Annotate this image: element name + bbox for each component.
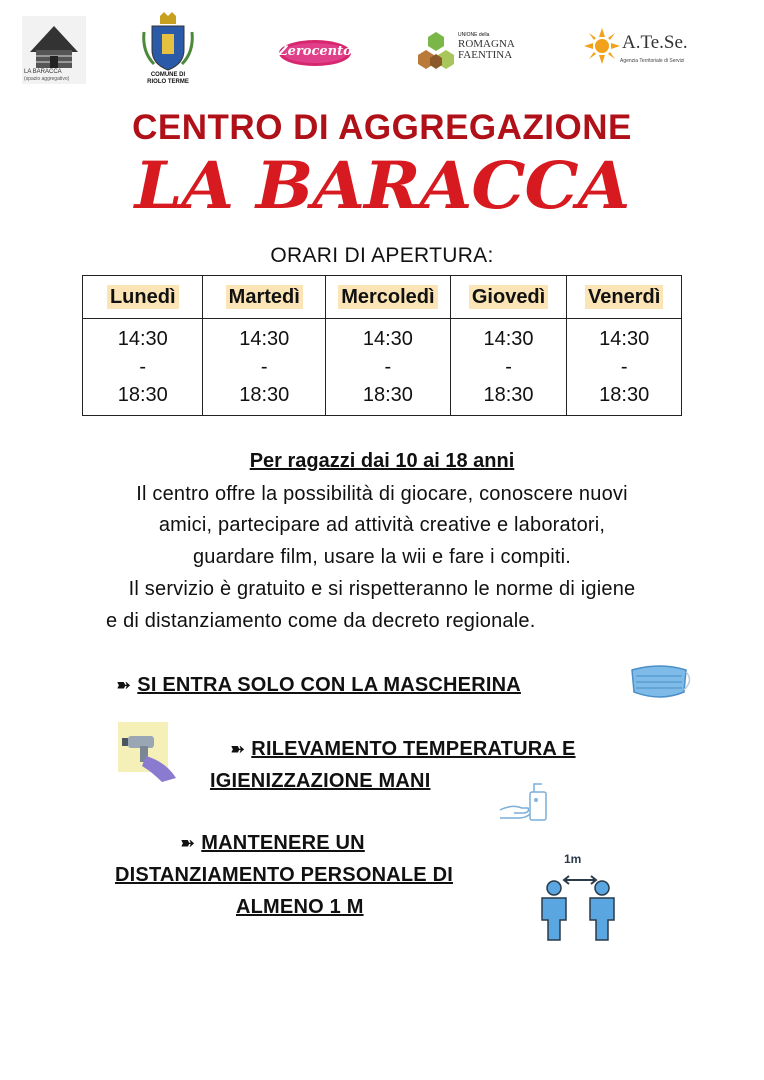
hours-cell [567, 319, 682, 416]
close-time: 18:30 [599, 384, 650, 406]
rule-mask [116, 674, 521, 697]
rule-distance-line2: DISTANZIAMENTO PERSONALE DI [115, 864, 454, 886]
zerocento-text: Zerocento [278, 44, 352, 59]
hexagons-icon [414, 30, 458, 74]
schedule-hours-row [83, 319, 682, 416]
arrow-icon: ➽ [230, 739, 246, 759]
logo-strip [0, 12, 764, 92]
rule-mask-text: SI ENTRA SOLO CON LA MASCHERINA [137, 674, 521, 696]
ates-logo [584, 28, 694, 78]
schedule-table [82, 275, 682, 416]
hours-cell [83, 319, 203, 416]
open-time: 14:30 [362, 328, 413, 350]
hours-cell [203, 319, 326, 416]
arrow-icon: ➽ [116, 675, 132, 695]
hours-heading: ORARI DI APERTURA: [270, 244, 494, 267]
ates-name: A.Te.Se. [622, 32, 688, 53]
day-label: Mercoledì [338, 285, 437, 309]
day-label: Martedì [226, 285, 303, 309]
face-mask-icon [626, 660, 694, 704]
time-separator: - [384, 356, 392, 378]
arrow-icon: ➽ [180, 833, 196, 853]
close-time: 18:30 [117, 384, 168, 406]
time-separator: - [620, 356, 628, 378]
description-line-3: guardare film, usare la wii e fare i compiti. [192, 546, 572, 568]
unione-line1: UNIONE della [458, 32, 490, 38]
social-distance-illustration [534, 852, 626, 944]
day-header-tuesday [203, 276, 326, 319]
two-people-icon [534, 852, 626, 944]
baracca-caption: LA BARACCA [24, 69, 62, 75]
description-line-1: Il centro offre la possibilità di giocare, conoscere nuovi [136, 483, 628, 505]
sun-icon [584, 28, 620, 64]
unione-name [458, 39, 515, 61]
comune-caption-2: RIOLO TERME [147, 79, 189, 85]
close-time: 18:30 [362, 384, 413, 406]
unione-line3: FAENTINA [458, 49, 513, 61]
time-separator: - [139, 356, 147, 378]
unione-line2: ROMAGNA [458, 38, 515, 50]
description-line-5: e di distanziamento come da decreto regionale. [106, 610, 536, 632]
comune-caption [140, 72, 196, 86]
day-label: Venerdì [585, 285, 663, 309]
schedule-header-row [83, 276, 682, 319]
unione-logo [414, 30, 524, 80]
rule-distance-text-1: MANTENERE UN [201, 832, 365, 854]
distance-label: 1m [564, 852, 582, 866]
hours-cell [326, 319, 451, 416]
close-time: 18:30 [239, 384, 290, 406]
page-title: CENTRO DI AGGREGAZIONE [132, 108, 632, 147]
open-time: 14:30 [483, 328, 534, 350]
day-header-wednesday [326, 276, 451, 319]
open-time: 14:30 [239, 328, 290, 350]
day-label: Lunedì [107, 285, 179, 309]
hand-sanitizer-icon [498, 780, 552, 824]
day-label: Giovedì [469, 285, 548, 309]
open-time: 14:30 [599, 328, 650, 350]
thermometer-gun-icon [118, 722, 180, 784]
comune-logo [140, 12, 196, 90]
ates-sub: Agenzia Territoriale di Servizi [620, 58, 685, 64]
rule-distance-line3: ALMENO 1 M [236, 896, 364, 918]
time-separator: - [260, 356, 268, 378]
day-header-monday [83, 276, 203, 319]
la-baracca-logo [22, 16, 86, 84]
rule-distance-line1 [180, 832, 365, 855]
close-time: 18:30 [483, 384, 534, 406]
page-subtitle: LA BARACCA [134, 148, 630, 224]
baracca-sub: (spazio aggregativo) [24, 76, 70, 82]
coat-of-arms-icon [140, 12, 196, 72]
description-line-4: Il servizio è gratuito e si rispetteranno le norme di igiene [128, 578, 636, 600]
rule-temperature-line1 [230, 738, 576, 761]
rule-temperature-text-1: RILEVAMENTO TEMPERATURA E [251, 738, 576, 760]
day-header-thursday [450, 276, 567, 319]
day-header-friday [567, 276, 682, 319]
hours-cell [450, 319, 567, 416]
open-time: 14:30 [117, 328, 168, 350]
description-line-2: amici, partecipare ad attività creative e laboratori, [158, 514, 606, 536]
age-heading: Per ragazzi dai 10 ai 18 anni [249, 450, 515, 472]
comune-caption-1: COMUNE DI [150, 72, 186, 78]
rule-temperature-line2: IGIENIZZAZIONE MANI [210, 770, 431, 792]
time-separator: - [505, 356, 512, 378]
zerocento-logo [278, 38, 352, 72]
